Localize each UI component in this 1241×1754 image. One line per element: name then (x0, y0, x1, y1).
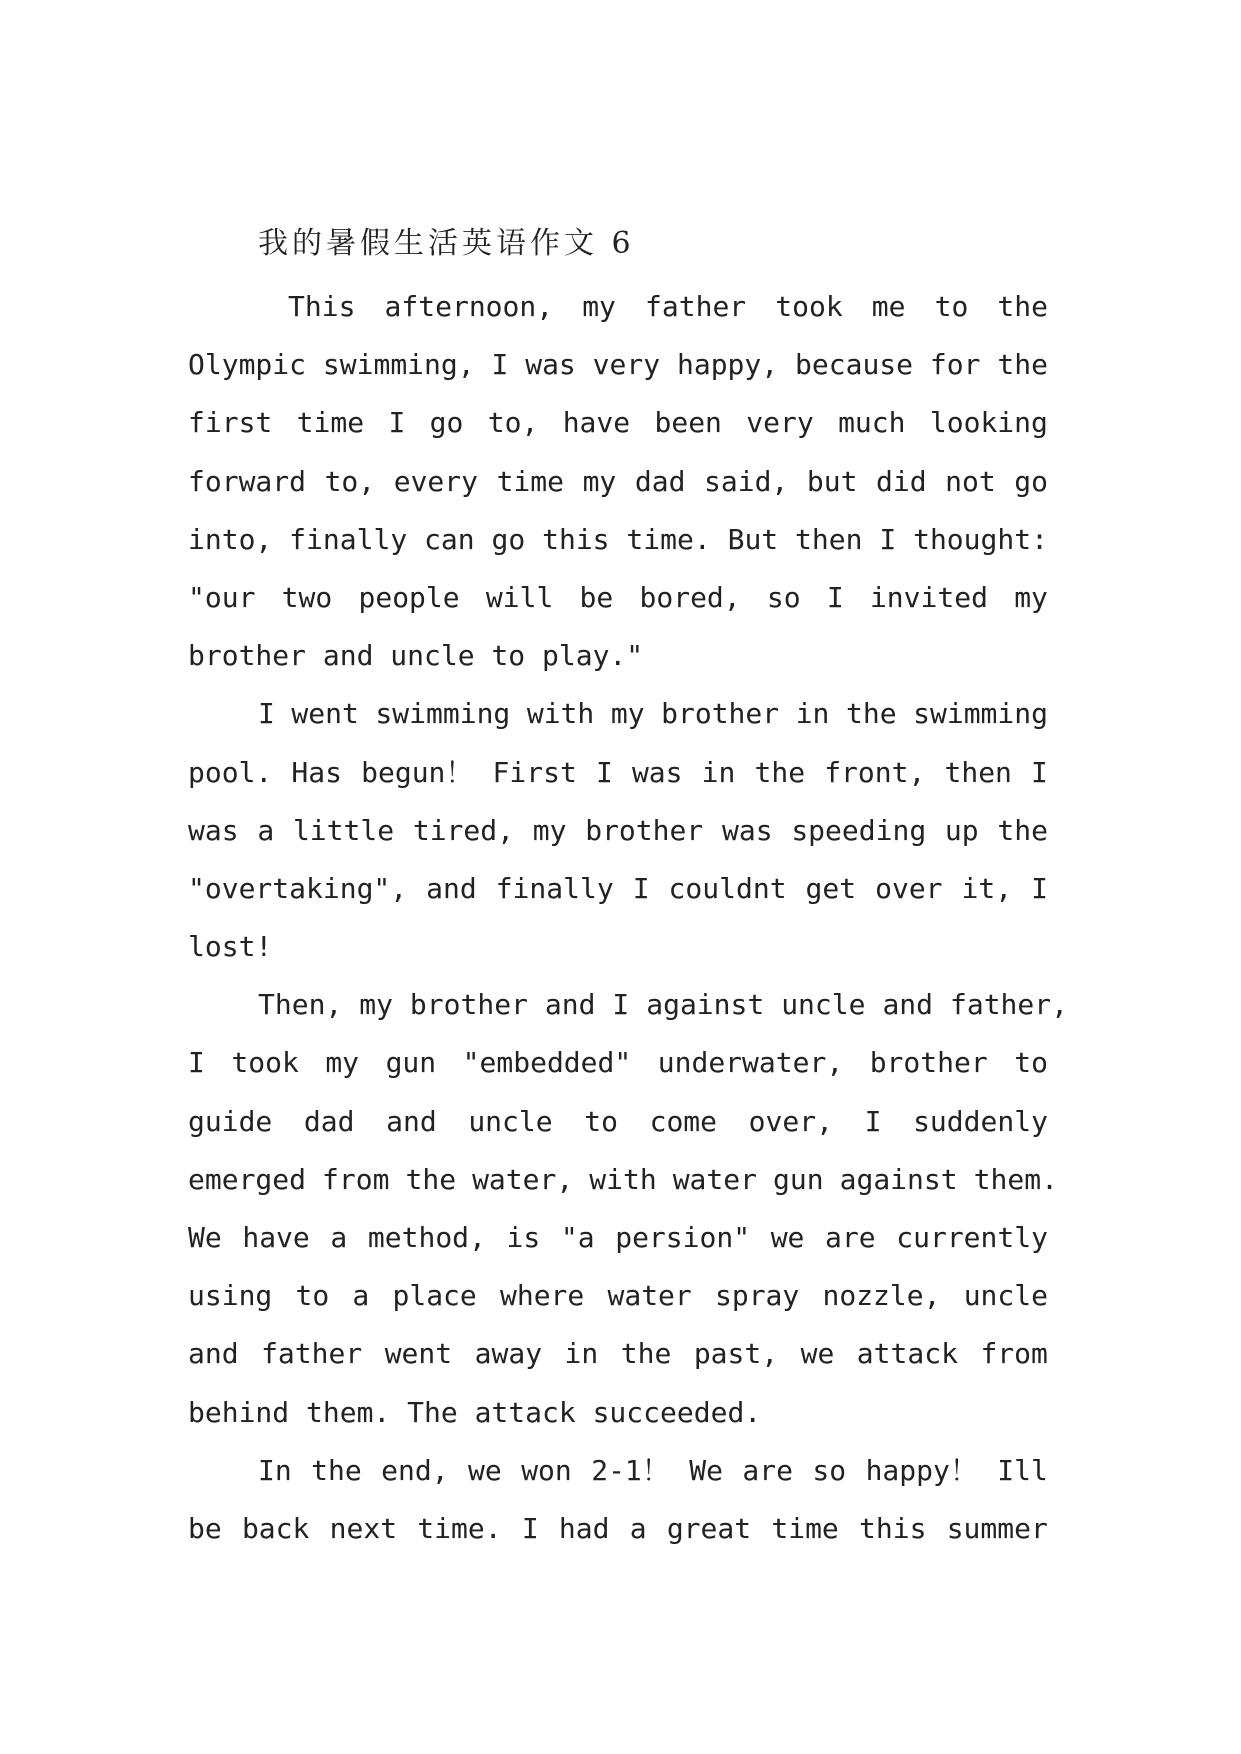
paragraph-line (258, 976, 1068, 1034)
word: much (838, 406, 906, 440)
paragraph-line (188, 1151, 1058, 1209)
word: Then, (258, 988, 343, 1022)
document-title: 我的暑假生活英语作文 6 (258, 226, 635, 261)
word: to (295, 1279, 330, 1313)
word: place (392, 1279, 477, 1313)
word: two (281, 580, 333, 614)
paragraph-line (188, 1267, 1048, 1325)
word: the (620, 1337, 672, 1371)
word: uncle (468, 1104, 553, 1138)
word: my (325, 1046, 360, 1080)
word: won (521, 1453, 572, 1487)
word: brother (585, 813, 704, 847)
word: for (929, 348, 981, 382)
word: in (795, 697, 830, 731)
word: from (980, 1337, 1048, 1371)
word: to, (487, 406, 539, 440)
word: very (746, 406, 814, 440)
word: begun！ (361, 755, 474, 789)
word: suddenly (913, 1104, 1048, 1138)
word: was (721, 813, 773, 847)
word: brother (661, 697, 780, 731)
word: then (795, 522, 863, 556)
word: into, (188, 522, 273, 556)
word: a (330, 1221, 348, 1254)
word: past, (693, 1337, 779, 1371)
word: I (632, 871, 650, 905)
word: took (231, 1046, 299, 1080)
word: thought: (913, 522, 1048, 556)
word: spray (714, 1279, 800, 1313)
paragraph-line: behind them. The attack succeeded. (188, 1395, 762, 1429)
word: time (771, 1511, 839, 1545)
word: But (727, 522, 779, 556)
word: my (1014, 580, 1048, 614)
word: with (589, 1162, 657, 1196)
paragraph-line (258, 1442, 1048, 1500)
word: first (188, 406, 273, 440)
word: time. (626, 522, 711, 556)
word: and (426, 871, 477, 905)
word: Has (291, 755, 342, 789)
paragraph-line (188, 394, 1048, 452)
word: in (701, 755, 736, 789)
word: In (258, 1453, 292, 1487)
word: a (352, 1279, 370, 1313)
word: we (800, 1337, 835, 1371)
word: get (805, 871, 857, 905)
word: the (754, 755, 806, 789)
word: next (329, 1511, 398, 1545)
word: go (1014, 464, 1048, 498)
word: dad (303, 1104, 355, 1138)
word: uncle (781, 988, 866, 1022)
word: time. (417, 1511, 502, 1545)
word: invited (869, 580, 988, 614)
word: I (879, 522, 897, 556)
word: to (584, 1104, 618, 1138)
word: tired, (412, 813, 514, 847)
word: emerged (188, 1162, 307, 1196)
word: my (610, 697, 645, 731)
word: water (607, 1279, 692, 1313)
word: we (770, 1221, 805, 1254)
word: I (612, 988, 630, 1022)
word: I (1031, 755, 1048, 789)
word: swimming, (322, 348, 475, 382)
word: water, (472, 1162, 574, 1196)
paragraph-3 (188, 976, 1068, 1442)
word: in (564, 1337, 599, 1371)
word: I (258, 697, 275, 731)
word: to, (324, 464, 376, 498)
word: brother (409, 988, 528, 1022)
word: are (742, 1453, 793, 1487)
word: I (826, 580, 844, 614)
word: we (468, 1453, 502, 1487)
paragraph-line: brother and uncle to play." (188, 639, 644, 673)
word: with (526, 697, 595, 731)
word: father, (949, 988, 1068, 1022)
word: took (775, 290, 843, 323)
word: very (592, 348, 661, 382)
word: every (393, 464, 479, 498)
word: my (582, 290, 616, 323)
word: be (579, 580, 614, 614)
word: had (558, 1511, 610, 1545)
word: up (944, 813, 979, 847)
paragraph-line: lost! (188, 930, 273, 964)
word: it, (961, 871, 1013, 905)
word: I (491, 348, 509, 382)
word: We (689, 1453, 723, 1487)
word: This (288, 290, 356, 323)
word: the (997, 290, 1048, 323)
word: the (845, 697, 897, 731)
word: them. (973, 1162, 1058, 1196)
word: have (242, 1221, 310, 1254)
word: the (997, 813, 1048, 847)
word: "a (560, 1221, 595, 1254)
word: is (506, 1221, 541, 1254)
word: people (358, 580, 460, 614)
paragraph-line (188, 569, 1048, 627)
word: finally (495, 871, 614, 905)
word: time (296, 406, 365, 440)
word: because (795, 348, 914, 382)
word: couldnt (668, 871, 787, 905)
word: brother (869, 1046, 988, 1080)
word: I (521, 1511, 539, 1545)
word: bored, (639, 580, 741, 614)
word: did (876, 464, 927, 498)
word: swimming (375, 697, 511, 731)
word: little (292, 813, 395, 847)
word: method, (367, 1221, 486, 1254)
word: away (474, 1337, 543, 1371)
word: father (645, 290, 747, 323)
word: uncle (963, 1279, 1048, 1313)
word: attack (856, 1337, 958, 1371)
word: end, (381, 1453, 449, 1487)
paragraph-line (258, 685, 1048, 743)
word: against (646, 988, 765, 1022)
word: currently (896, 1221, 1048, 1254)
paragraph-line (188, 860, 1048, 918)
word: water (672, 1162, 757, 1196)
paragraph-line (188, 336, 1048, 394)
word: pool. (188, 755, 273, 789)
word: this (859, 1511, 927, 1545)
word: was (631, 755, 683, 789)
word: and (544, 988, 596, 1022)
word: to (934, 290, 969, 323)
word: a (257, 813, 275, 847)
word: happy！ (865, 1453, 978, 1487)
word: the (311, 1453, 362, 1487)
word: a (629, 1511, 647, 1545)
word: First (492, 755, 577, 789)
word: my (532, 813, 567, 847)
word: I (1031, 871, 1048, 905)
word: said, (704, 464, 789, 498)
word: but (806, 464, 858, 498)
word: front, (824, 755, 926, 789)
word: not (945, 464, 996, 498)
word: was (188, 813, 239, 847)
word: this (542, 522, 610, 556)
word: back (241, 1511, 310, 1545)
word: then (944, 755, 1012, 789)
word: and (188, 1337, 239, 1371)
word: using (188, 1279, 273, 1313)
paragraph-line (188, 1325, 1048, 1383)
word: so (812, 1453, 847, 1487)
word: where (499, 1279, 585, 1313)
word: and (882, 988, 934, 1022)
paragraph-line (188, 744, 1048, 802)
word: the (997, 348, 1048, 382)
word: happy, (676, 348, 779, 382)
word: are (825, 1221, 876, 1254)
word: speeding (791, 813, 927, 847)
word: over, (748, 1104, 833, 1138)
word: went (384, 1337, 453, 1371)
word: guide (188, 1104, 273, 1138)
word: to (1014, 1046, 1048, 1080)
word: great (666, 1511, 752, 1545)
word: come (649, 1104, 718, 1138)
word: over (875, 871, 943, 905)
word: from (322, 1162, 390, 1196)
word: We (188, 1221, 222, 1254)
word: can (424, 522, 475, 556)
word: have (562, 406, 631, 440)
word: looking (929, 406, 1048, 440)
word: gun (773, 1162, 824, 1196)
paragraph-line (188, 511, 1048, 569)
word: I (388, 406, 406, 440)
word: father (261, 1337, 363, 1371)
word: the (405, 1162, 457, 1196)
paragraph-line (188, 1093, 1048, 1151)
word: afternoon, (384, 290, 554, 323)
paragraph-line (188, 1034, 1048, 1092)
paragraph-line (188, 453, 1048, 511)
word: against (839, 1162, 958, 1196)
essay-body (188, 278, 1068, 1558)
word: "embedded" (462, 1046, 632, 1080)
word: "our (188, 580, 256, 614)
word: time (496, 464, 565, 498)
word: "overtaking", (188, 871, 408, 905)
word: and (386, 1104, 437, 1138)
word: nozzle, (822, 1279, 941, 1313)
word: go (429, 406, 464, 440)
paragraph-line (188, 1500, 1048, 1558)
word: persion" (615, 1221, 751, 1254)
paragraph-1 (188, 278, 1048, 685)
word: so (766, 580, 801, 614)
word: was (525, 348, 576, 382)
word: finally (289, 522, 408, 556)
word: been (654, 406, 722, 440)
paragraph-line (188, 1209, 1048, 1267)
paragraph-line (288, 278, 1048, 336)
word: will (485, 580, 554, 614)
paragraph-2 (188, 685, 1048, 976)
word: me (871, 290, 906, 323)
word: underwater, (657, 1046, 844, 1080)
paragraph-line (188, 802, 1048, 860)
word: be (188, 1511, 222, 1545)
word: 2-1！ (591, 1453, 670, 1487)
word: Olympic (188, 348, 307, 382)
word: I (595, 755, 613, 789)
word: went (291, 697, 359, 731)
word: my (582, 464, 617, 498)
word: I (864, 1104, 882, 1138)
paragraph-4 (188, 1442, 1048, 1558)
word: forward (188, 464, 307, 498)
word: gun (385, 1046, 437, 1080)
word: summer (946, 1511, 1048, 1545)
word: go (491, 522, 526, 556)
word: swimming (913, 697, 1048, 731)
word: my (359, 988, 393, 1022)
word: Ill (997, 1453, 1048, 1487)
word: I (188, 1046, 205, 1080)
word: dad (634, 464, 686, 498)
